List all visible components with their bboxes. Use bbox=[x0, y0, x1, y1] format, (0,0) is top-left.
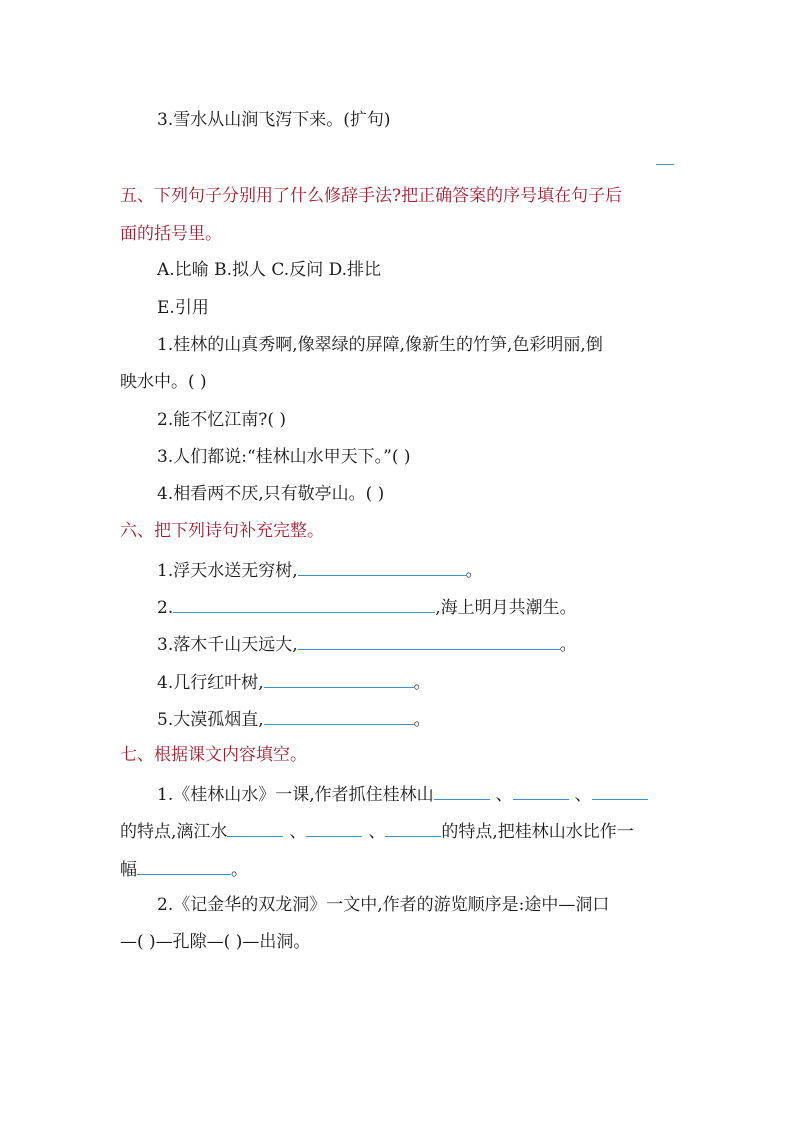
s7-item-1-end: 。 bbox=[231, 860, 248, 880]
answer-blank[interactable] bbox=[173, 594, 435, 613]
s6-item-4 bbox=[157, 669, 431, 695]
s5-item-2[interactable]: 2.能不忆江南?( ) bbox=[157, 410, 287, 430]
answer-blank[interactable] bbox=[513, 781, 569, 800]
s7-item-1-text-b: 的特点,漓江水 bbox=[120, 822, 228, 842]
section-5-title-line-1: 五、下列句子分别用了什么修辞手法?把正确答案的序号填在句子后 bbox=[120, 186, 623, 206]
s7-item-1-line-1 bbox=[157, 781, 648, 807]
s6-item-2 bbox=[157, 594, 577, 620]
s5-item-1-line-2[interactable]: 映水中。( ) bbox=[120, 372, 207, 392]
section-7-title: 七、根据课文内容填空。 bbox=[120, 745, 307, 765]
separator: 、 bbox=[574, 785, 592, 805]
separator: 、 bbox=[368, 822, 386, 842]
s6-item-3-end: 。 bbox=[559, 635, 577, 655]
answer-blank[interactable] bbox=[306, 818, 362, 837]
s5-item-4[interactable]: 4.相看两不厌,只有敬亭山。( ) bbox=[157, 484, 385, 504]
answer-blank[interactable] bbox=[137, 856, 231, 875]
answer-blank[interactable] bbox=[298, 631, 560, 650]
s6-item-5-end: 。 bbox=[413, 710, 431, 730]
s6-item-3 bbox=[157, 631, 577, 657]
options-line-2: E.引用 bbox=[157, 298, 209, 318]
s6-item-5 bbox=[157, 706, 431, 732]
section-6-title: 六、把下列诗句补充完整。 bbox=[120, 521, 324, 541]
answer-blank-q4-3[interactable] bbox=[656, 164, 674, 165]
s6-item-1 bbox=[157, 557, 483, 583]
s5-item-3[interactable]: 3.人们都说:“桂林山水甲天下。”( ) bbox=[157, 447, 411, 467]
s6-item-4-end: 。 bbox=[413, 673, 431, 693]
separator: 、 bbox=[495, 785, 513, 805]
s6-item-3-text: 3.落木千山天远大, bbox=[157, 635, 298, 655]
s6-item-1-end: 。 bbox=[465, 561, 483, 581]
s7-item-1-text-c: 的特点,把桂林山水比作一 bbox=[441, 822, 634, 842]
s7-item-1-line-3 bbox=[120, 856, 248, 882]
s6-item-1-text: 1.浮天水送无穷树, bbox=[157, 561, 298, 581]
answer-blank[interactable] bbox=[385, 818, 441, 837]
s6-item-5-text: 5.大漠孤烟直, bbox=[157, 710, 264, 730]
s7-item-2-line-2[interactable]: —( )—孔隙—( )—出洞。 bbox=[120, 932, 311, 952]
answer-blank[interactable] bbox=[264, 669, 414, 688]
answer-blank[interactable] bbox=[227, 818, 283, 837]
answer-blank[interactable] bbox=[264, 706, 414, 725]
answer-blank[interactable] bbox=[592, 781, 648, 800]
section-5-title-line-2: 面的括号里。 bbox=[120, 224, 222, 244]
s6-item-2-text: 2. bbox=[157, 598, 174, 618]
s7-item-2-line-1: 2.《记金华的双龙洞》一文中,作者的游览顺序是:途中—洞口 bbox=[157, 895, 610, 915]
q4-item-3: 3.雪水从山涧飞泻下来。(扩句) bbox=[157, 110, 391, 130]
s7-item-1-line-2 bbox=[120, 818, 634, 844]
s6-item-2-end: ,海上明月共潮生。 bbox=[435, 598, 577, 618]
s5-item-1-line-1: 1.桂林的山真秀啊,像翠绿的屏障,像新生的竹笋,色彩明丽,倒 bbox=[157, 335, 603, 355]
options-line-1: A.比喻 B.拟人 C.反问 D.排比 bbox=[157, 260, 382, 280]
separator: 、 bbox=[289, 822, 307, 842]
s6-item-4-text: 4.几行红叶树, bbox=[157, 673, 264, 693]
s7-item-1-text-d: 幅 bbox=[120, 860, 137, 880]
answer-blank[interactable] bbox=[434, 781, 490, 800]
s7-item-1-text: 1.《桂林山水》一课,作者抓住桂林山 bbox=[157, 785, 434, 805]
answer-blank[interactable] bbox=[298, 557, 466, 576]
